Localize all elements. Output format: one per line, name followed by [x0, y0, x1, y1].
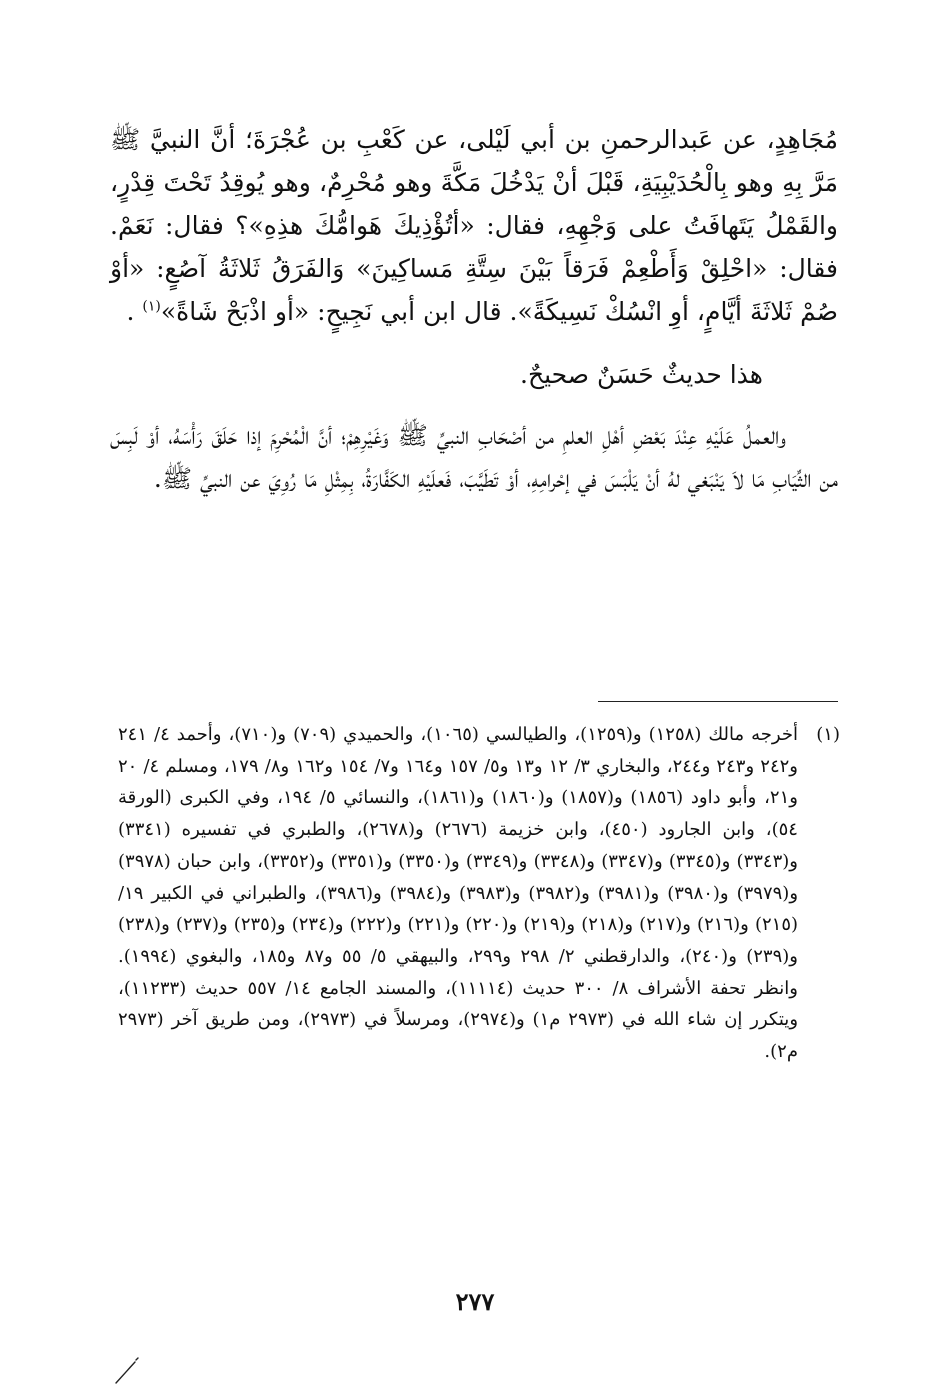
- footnote: [118, 719, 840, 1068]
- hadith-grade: هذا حديثٌ حَسَنٌ صحيحٌ.: [520, 360, 763, 389]
- footnote-text: أخرجه مالك (١٢٥٨) و(١٢٥٩)، والطيالسي (١٠٦٥)، والحميدي (٧٠٩) و(٧١٠)، وأحمد ٤/ ٢٤١ و٢٤٢ و٢٤٣ و٢٤٤، والبخاري ٣/ ١٢ و١٣ و٥/ ١٥٧ و١٦٤ و٧/ ١٥٤ و١٦٢ و٨/ ١٧٩، ومسلم ٤/ ٢٠ و٢١، وأبو داود (١٨٥٦) و(١٨٥٧) و(١٨٦٠) و(١٨٦١)، والنسائي ٥/ ١٩٤، وفي الكبرى (الورقة ٥٤)، وابن الجارود (٤٥٠)، وابن خزيمة (٢٦٧٦) و(٢٦٧٨)، والطبري في تفسيره (٣٣٤١) و(٣٣٤٣) و(٣٣٤٥) و(٣٣٤٧) و(٣٣٤٨) و(٣٣٤٩) و(٣٣٥٠) و(٣٣٥١) و(٣٣٥٢)، وابن حبان (٣٩٧٨) و(٣٩٧٩) و(٣٩٨٠) و(٣٩٨١) و(٣٩٨٢) و(٣٩٨٣) و(٣٩٨٤) و(٣٩٨٦)، والطبراني في الكبير ١٩/ (٢١٥) و(٢١٦) و(٢١٧) و(٢١٨) و(٢١٩) و(٢٢٠) و(٢٢١) و(٢٢٢) و(٢٣٤) و(٢٣٥) و(٢٣٧) و(٢٣٨) و(٢٣٩) و(٢٤٠)، والدارقطني ٢/ ٢٩٨ و٢٩٩، والبيهقي ٥/ ٥٥ و٨٧ و١٨٥، والبغوي (١٩٩٤). وانظر تحفة الأشراف ٨/ ٣٠٠ حديث (١١١١٤)، والمسند الجامع ١٤/ ٥٥٧ حديث (١١٢٣٣)، ويتكرر إن شاء الله في (٢٩٧٣ م١) و(٢٩٧٤)، ومرسلاً في (٢٩٧٣)، ومن طريق آخر (٢٩٧٣ م٢).: [118, 724, 799, 1063]
- main-text: [110, 118, 838, 500]
- footnote-separator: [598, 701, 838, 702]
- scholars-practice-paragraph: والعملُ عَلَيْهِ عِنْدَ بَعْضِ أهْلِ العلمِ من أصْحَابِ النبيِّ ﷺ وَغَيْرِهِمْ؛ أنَّ الْمُحْرِمَ إذا حَلَقَ رَأْسَهُ، أوْ لَبِسَ من الثِّيَابِ مَا لاَ يَنْبَغي لهُ أنْ يَلْبَسَ في إحْرامِهِ، أوْ تَطَيَّبَ، فَعلَيْهِ الكَفَّارَةُ، بِمِثْلِ مَا رُوِيَ عن النبيِّ ﷺ.: [110, 421, 838, 493]
- page-number: ٢٧٧: [455, 1287, 495, 1316]
- hadith-text: مُجَاهِدٍ، عن عَبدالرحمنِ بن أبي لَيْلى، عن كَعْبِ بن عُجْرَةَ؛ أنَّ النبيَّ ﷺ مَرَّ بِهِ وهو بِالْحُدَيْبِيَةِ، قَبْلَ أنْ يَدْخُلَ مَكَّةَ وهو مُحْرِمٌ، وهو يُوقِدُ تَحْتَ قِدْرٍ، والقَمْلُ يَتَهافَتُ على وَجْهِهِ، فقال: «أتُؤْذِيكَ هَوامُّكَ هذِهِ»؟ فقال: نَعَمْ. فقال: «احْلِقْ وَأَطْعِمْ فَرَقاً بَيْنَ سِتَّةِ مَساكِينَ» وَالفَرَقُ ثَلاثَةُ آصُعٍ: «أوْ صُمْ ثَلاثَةَ أيَّامٍ، أوِ انْسُكْ نَسِيكَةً». قال ابن أبي نَجِيحٍ: «أو اذْبَحْ شَاةً»: [110, 125, 838, 326]
- hadith-end-mark: .: [126, 297, 135, 326]
- hadith-paragraph: [110, 118, 838, 333]
- footnote-number: (١): [816, 724, 840, 745]
- pen-stroke-mark: [112, 1356, 142, 1384]
- footnote-reference: (١): [142, 298, 161, 315]
